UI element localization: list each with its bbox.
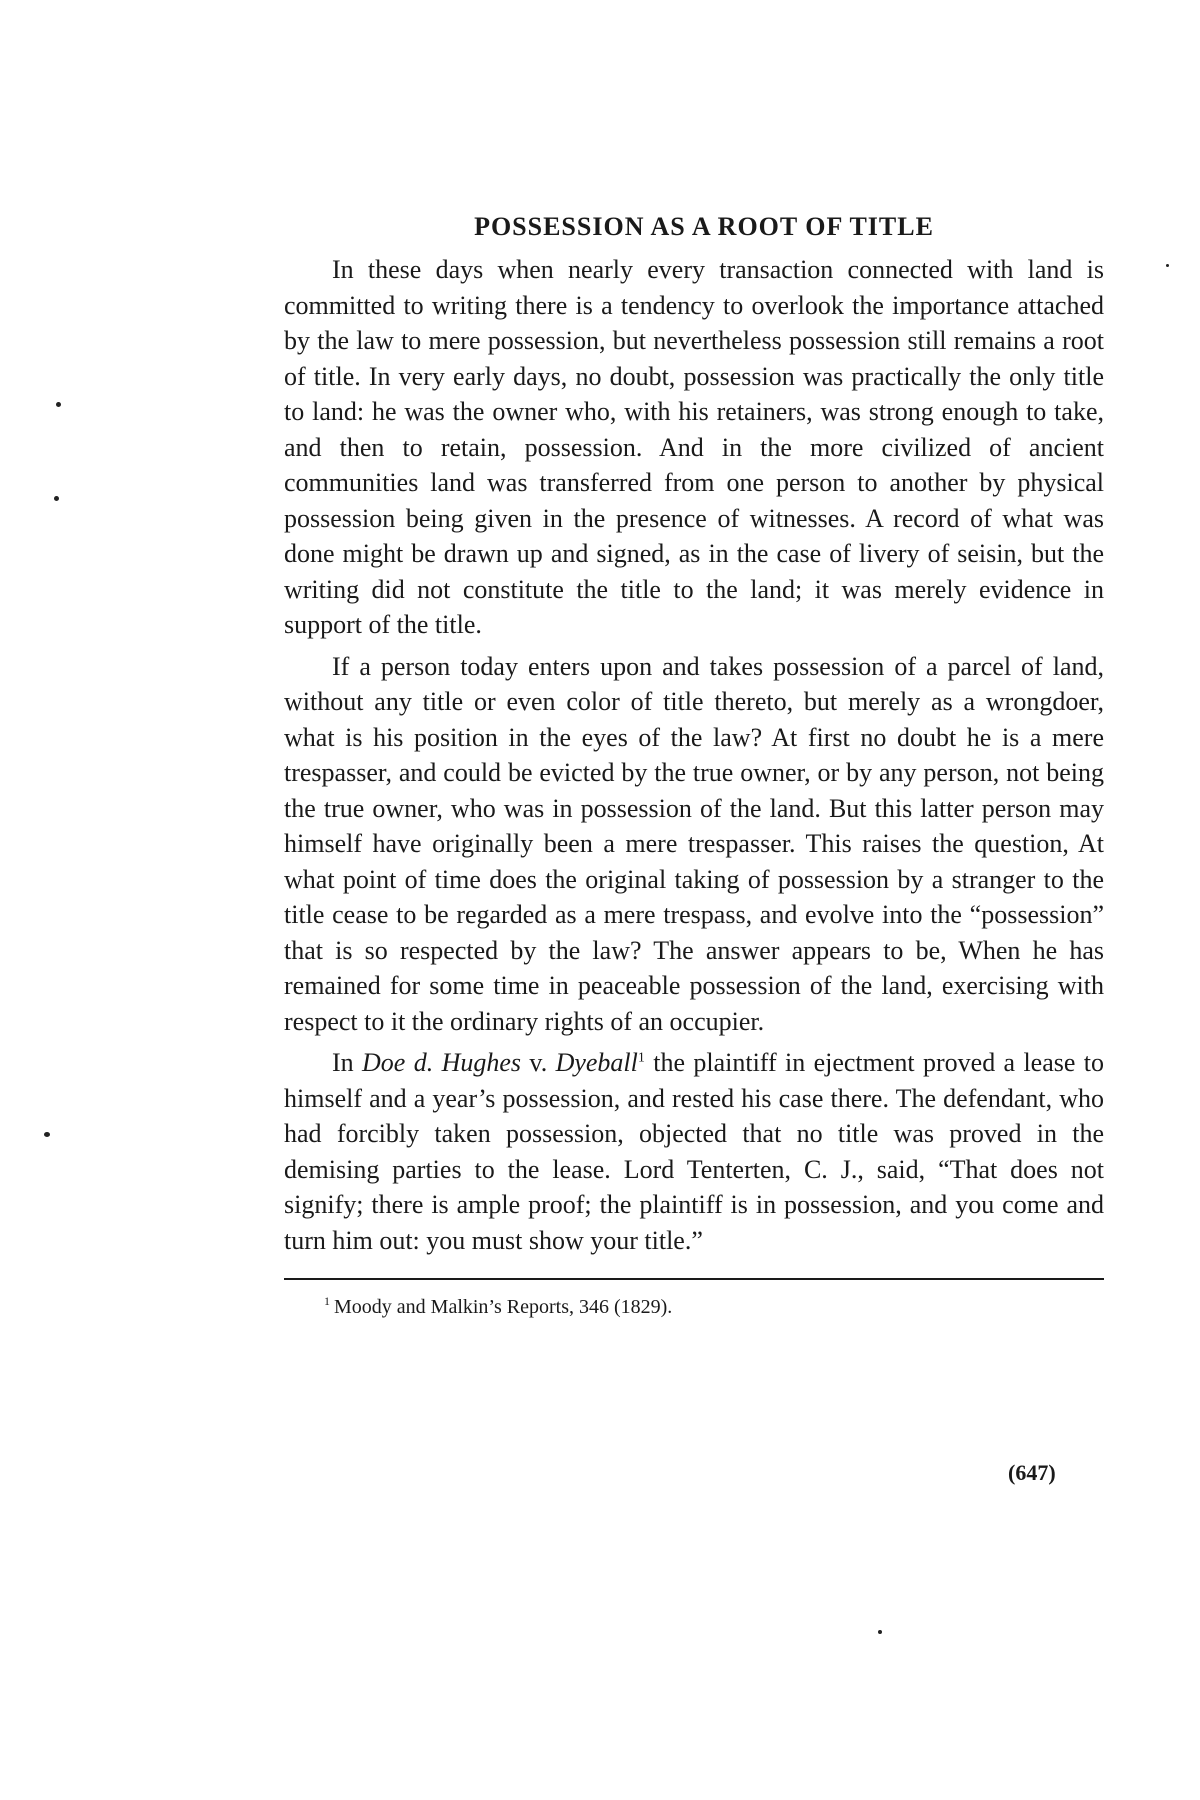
paragraph-3-lead: In (332, 1048, 363, 1077)
footnote-divider (284, 1278, 1104, 1280)
footnote (324, 1292, 1104, 1322)
footnote-reference: 1 (637, 1050, 645, 1066)
paragraph-2: If a person today enters upon and takes possession of a parcel of land, without any title or even color of title thereto, but merely as a wrongdoer, what is his position in the eyes of the law? At first no doubt he is a mere trespasser, and could be evicted by the true owner, or by any person, not being the true owner, who was in possession of the land. But this latter person may himself have originally been a mere trespasser. This raises the question, At what point of time does the original taking of possession by a stranger to the title cease to be regarded as a mere trespass, and evolve into the “possession” that is so respected by the law? The answer appears to be, When he has remained for some time in peaceable possession of the land, exercising with respect to it the ordinary rights of an occupier. (284, 651, 1104, 1036)
footnote-number: 1 (324, 1294, 330, 1309)
scan-speck (1166, 264, 1169, 267)
scan-speck (878, 1630, 882, 1634)
paragraph-1: In these days when nearly every transaction connected with land is committed to writing there is a tendency to overlook the importance attached by the law to mere possession, but nevertheless possession still remains a root of title. In very early days, no doubt, possession was practically the only title to land: he was the owner who, with his retainers, was strong enough to take, and then to retain, possession. And in the more civilized of ancient communities land was transferred from one person to another by physical possession being given in the presence of witnesses. A record of what was done might be drawn up and signed, as in the case of livery of seisin, but the writing did not constitute the title to the land; it was merely evidence in support of the title. (284, 255, 1104, 639)
footnote-text: Moody and Malkin’s Reports, 346 (1829). (334, 1296, 673, 1318)
scan-speck (56, 402, 61, 407)
paragraph-3 (284, 1045, 1104, 1258)
page-number: (647) (1008, 1460, 1056, 1485)
paragraph-3-rest: the plaintiff in ejectment proved a lease to himself and a year’s possession, and rested his case there. The defendant, who had forcibly taken possession, objected that no title was proved in the demising parties to the lease. Lord Tenterten, C. J., said, “That does not signify; there is ample proof; the plaintiff is in possession, and you come and turn him out: you must show your title.” (284, 1048, 1105, 1255)
case-versus: v. (521, 1048, 556, 1077)
scan-speck (44, 1132, 50, 1137)
text-column (284, 212, 1104, 1322)
case-name-plaintiff: Doe d. Hughes (362, 1048, 522, 1077)
page-title: POSSESSION AS A ROOT OF TITLE (474, 212, 934, 241)
scan-speck (54, 496, 59, 501)
case-name-defendant: Dyeball (555, 1048, 638, 1077)
